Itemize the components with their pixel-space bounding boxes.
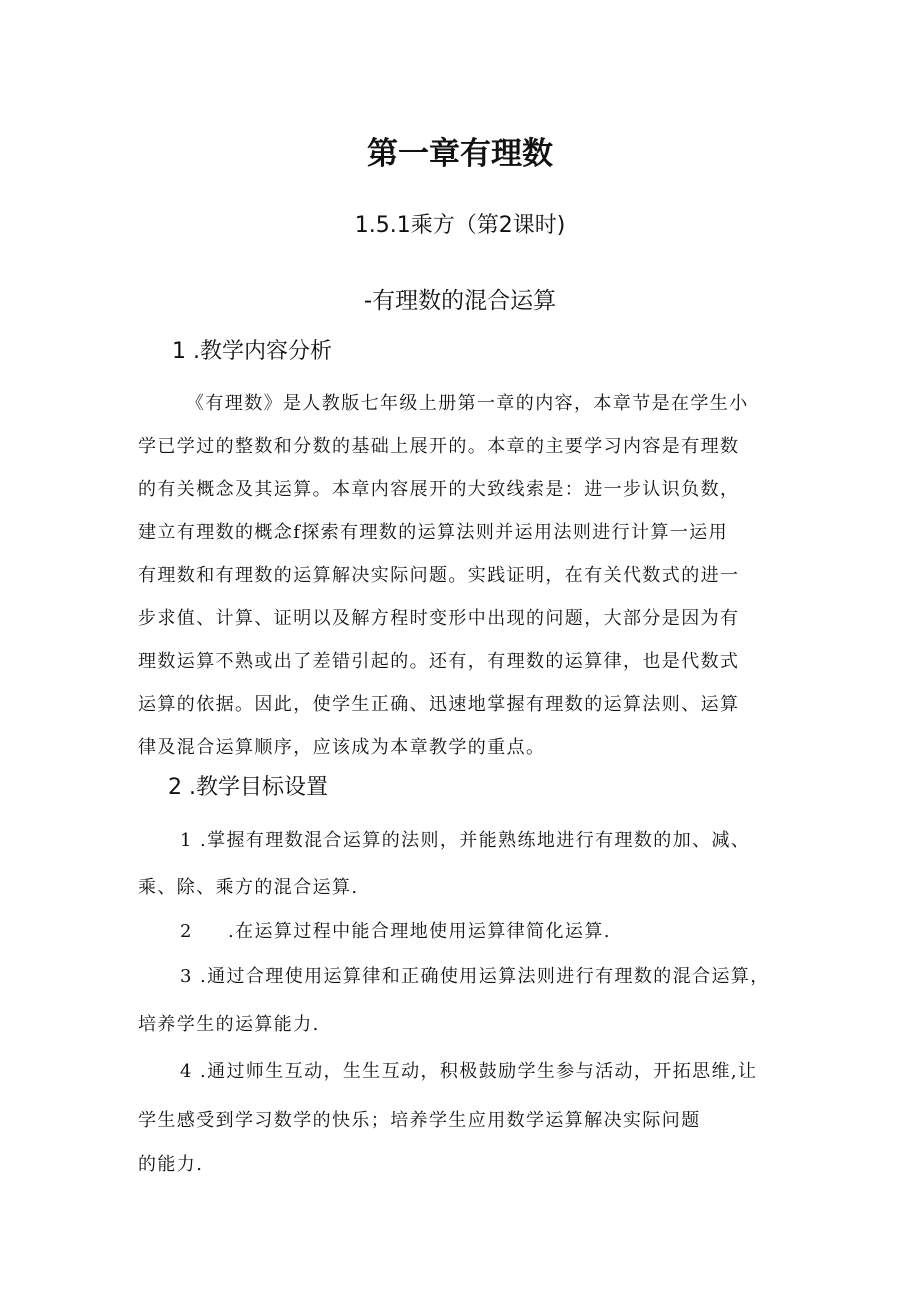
- goal-2-line: [180, 917, 611, 943]
- goal-4-line: 学生感受到学习数学的快乐；培养学生应用数学运算解决实际问题: [138, 1110, 701, 1131]
- lesson-title: 1.5.1乘方（第2课时): [354, 213, 566, 238]
- page-title: 第一章有理数: [367, 136, 553, 172]
- goal-1-line: 1 .掌握有理数混合运算的法则，并能熟练地进行有理数的加、减、: [180, 830, 751, 851]
- goal-1-line: 乘、除、乘方的混合运算.: [138, 877, 359, 898]
- paragraph-line: 《有理数》是人教版七年级上册第一章的内容，本章节是在学生小: [186, 393, 749, 414]
- goal-4-line: 4 .通过师生互动，生生互动，积极鼓励学生参与活动，开拓思维,让: [180, 1061, 758, 1082]
- goal-3-line: 3 .通过合理使用运算律和正确使用运算法则进行有理数的混合运算，: [180, 966, 770, 987]
- paragraph-line: 有理数和有理数的运算解决实际问题。实践证明，在有关代数式的进一: [138, 565, 740, 586]
- paragraph-line: 学已学过的整数和分数的基础上展开的。本章的主要学习内容是有理数: [138, 436, 740, 457]
- paragraph-line: 运算的依据。因此，使学生正确、迅速地掌握有理数的运算法则、运算: [138, 694, 740, 715]
- section-heading-content-analysis: 1 .教学内容分析: [172, 339, 332, 364]
- goal-4-line: 的能力.: [138, 1154, 204, 1175]
- paragraph-line: 建立有理数的概念f探索有理数的运算法则并运用法则进行计算一运用: [138, 522, 729, 543]
- lesson-subtitle: -有理数的混合运算: [363, 288, 557, 314]
- paragraph-line: 律及混合运算顺序，应该成为本章教学的重点。: [138, 737, 546, 758]
- section-heading-teaching-goals: 2 .教学目标设置: [168, 775, 328, 800]
- goal-3-line: 培养学生的运算能力.: [138, 1014, 320, 1035]
- goal-2-number: 2: [180, 921, 193, 942]
- goal-2-text: .在运算过程中能合理地使用运算律简化运算.: [228, 921, 611, 942]
- paragraph-line: 理数运算不熟或出了差错引起的。还有，有理数的运算律，也是代数式: [138, 651, 740, 672]
- paragraph-line: 步求值、计算、证明以及解方程时变形中出现的问题，大部分是因为有: [138, 608, 740, 629]
- paragraph-line: 的有关概念及其运算。本章内容展开的大致线索是：进一步认识负数，: [138, 479, 740, 500]
